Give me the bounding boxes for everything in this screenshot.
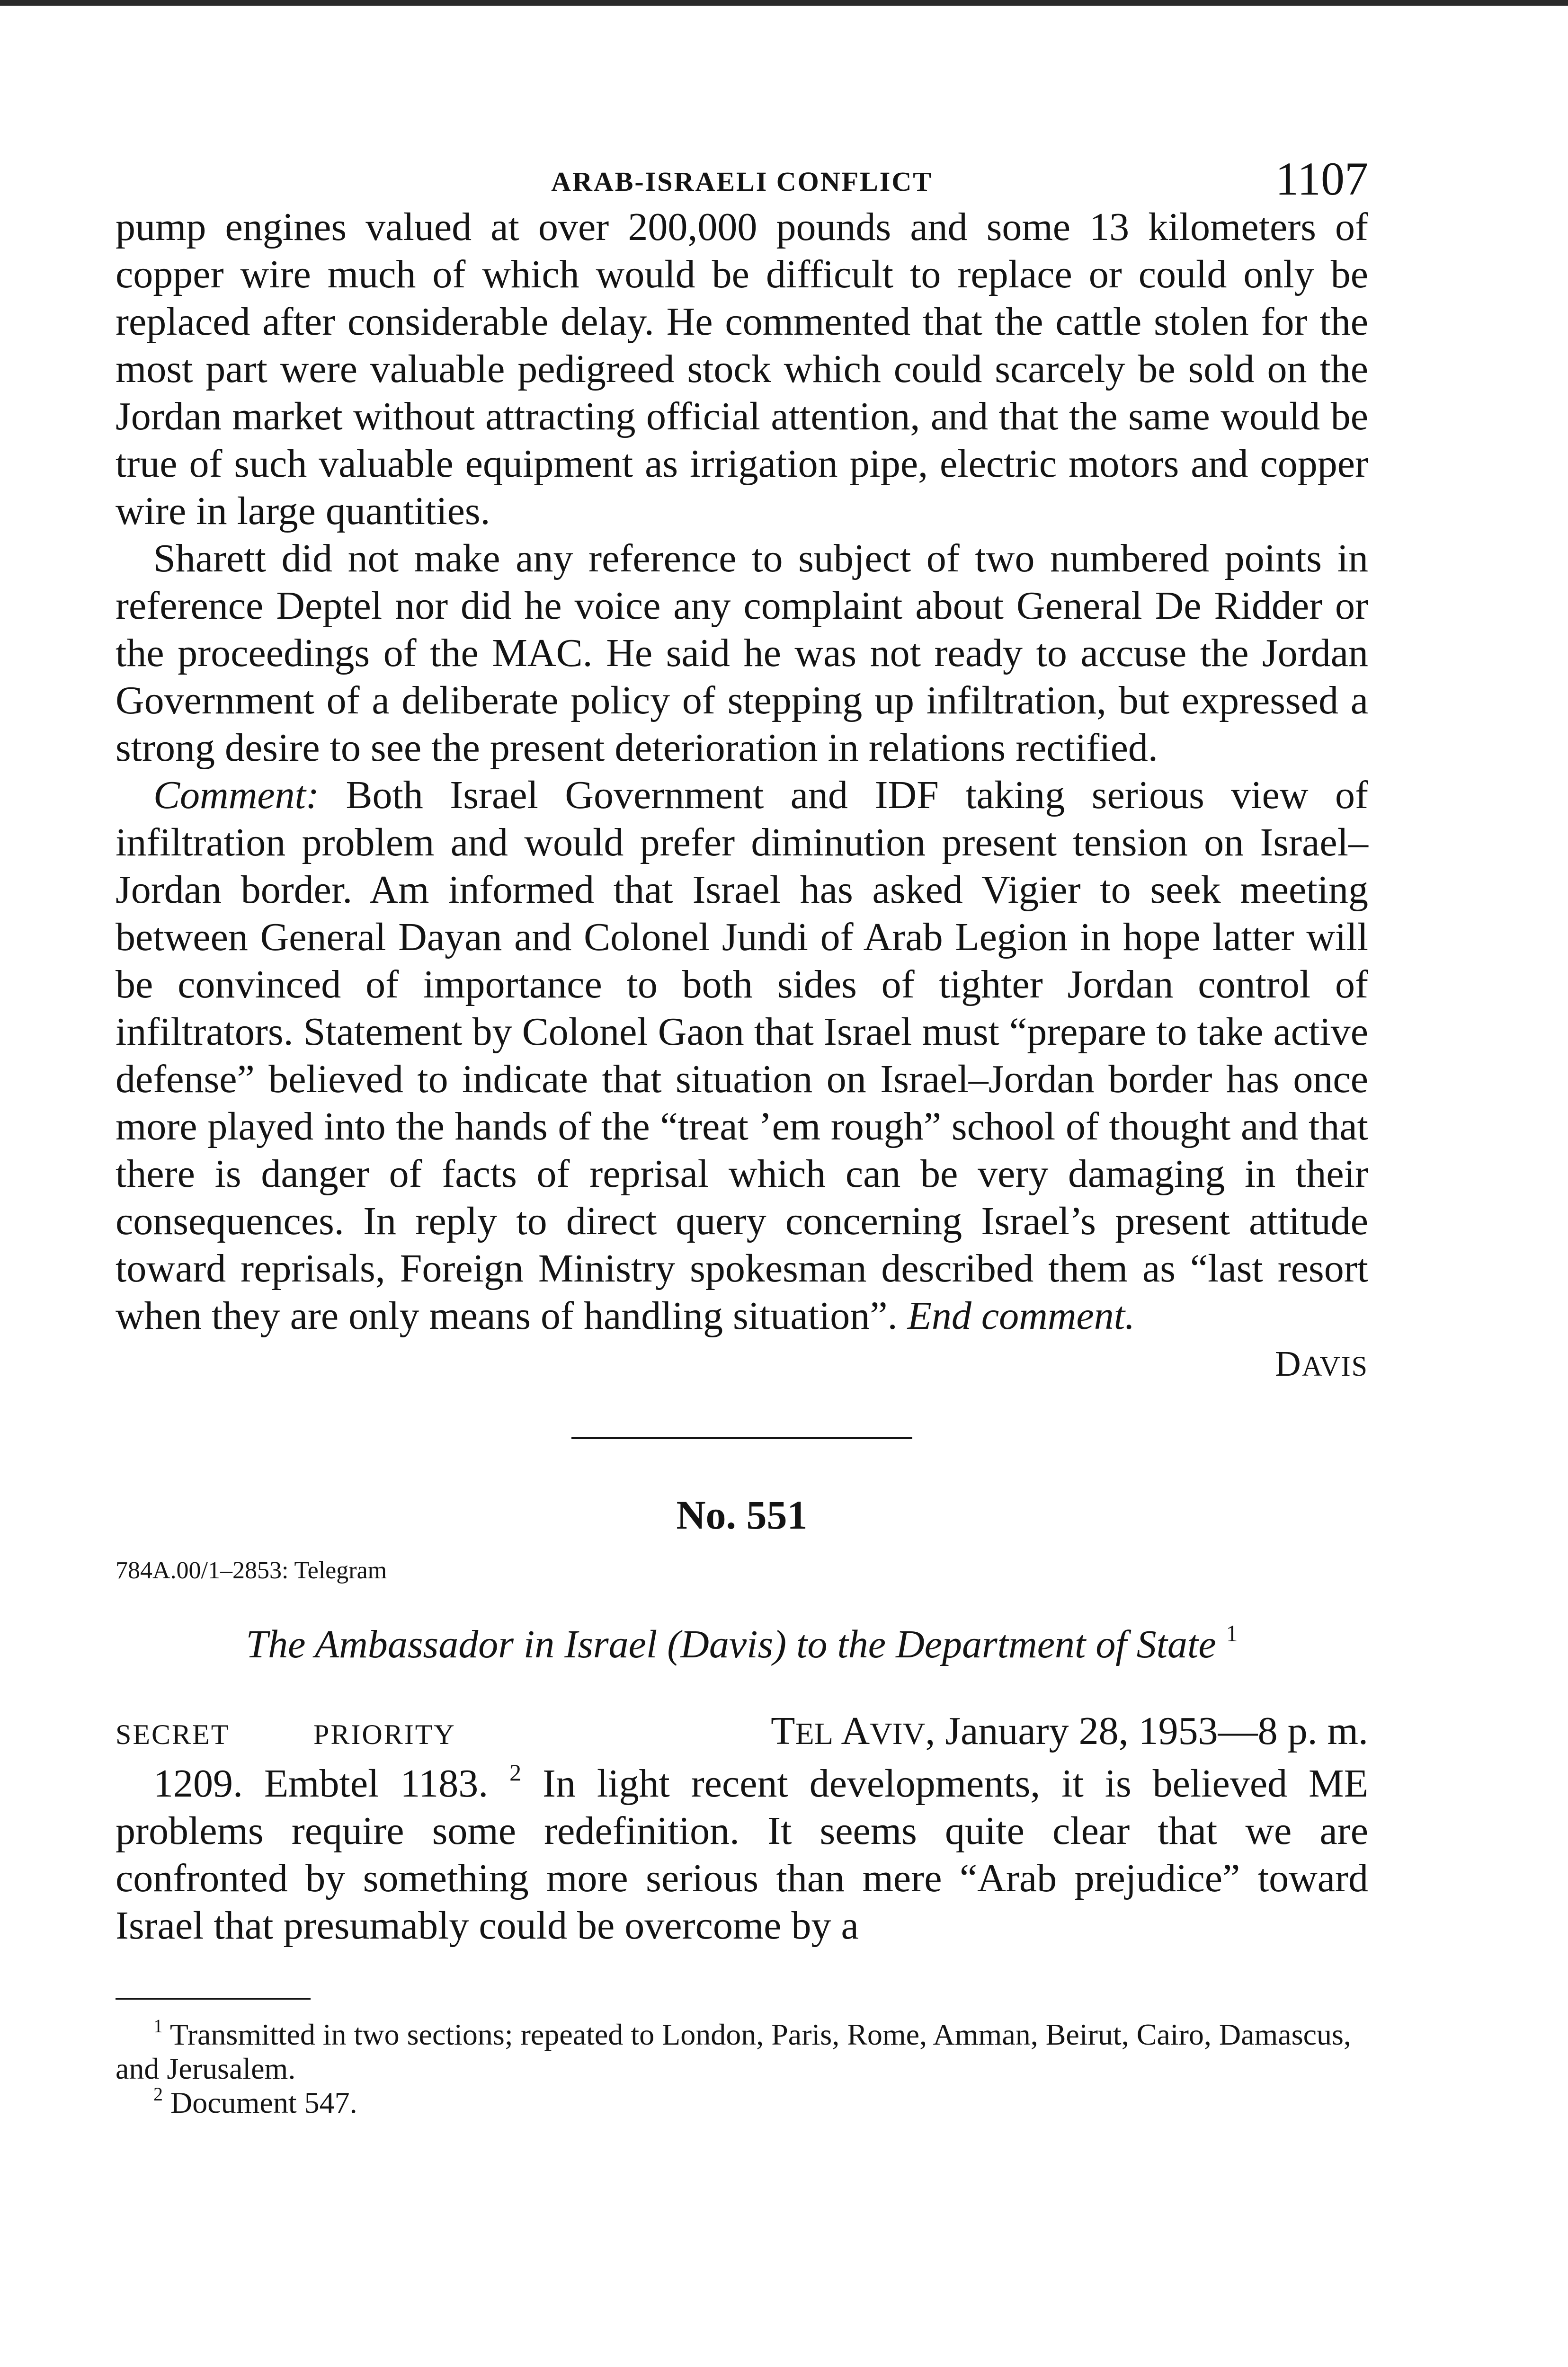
- priority-label: PRIORITY: [313, 1719, 456, 1750]
- signature: DAVIS: [1274, 1344, 1368, 1384]
- footnote-2-mark: 2: [153, 2083, 163, 2105]
- classification-label: SECRET: [116, 1719, 230, 1750]
- document-page: [116, 142, 1368, 2120]
- footnote-1-mark: 1: [153, 2015, 163, 2037]
- section-divider: [571, 1437, 912, 1439]
- footnote-1: [116, 2015, 1368, 2086]
- comment-end: End comment.: [907, 1294, 1135, 1338]
- footnotes: [116, 2015, 1368, 2120]
- paragraph-telegram: [116, 1760, 1368, 1949]
- page-number: 1107: [1275, 152, 1368, 205]
- footnote-2-text: Document 547.: [163, 2086, 357, 2119]
- document-number: No. 551: [676, 1492, 808, 1538]
- paragraph-continuation: pump engines valued at over 200,000 pounds and some 13 kilometers of copper wire much of which would be difficult to replace or could only be replaced after considerable delay. He commented that the cattle stolen for the most part were valuable pedigreed stock which could scarcely be sold on the Jordan market without attracting official attention, and that the same would be true of such valuable equipment as irrigation pipe, electric motors and copper wire in large quantities.: [116, 205, 1368, 533]
- top-edge-rule: [0, 0, 1568, 6]
- footnote-ref-1[interactable]: 1: [1226, 1620, 1238, 1646]
- file-reference: 784A.00/1–2853: Telegram: [116, 1557, 387, 1584]
- telegram-text: [116, 1760, 1368, 1949]
- running-title: ARAB-ISRAELI CONFLICT: [551, 166, 933, 197]
- dateline: [116, 1708, 1368, 1755]
- footnote-ref-2[interactable]: 2: [509, 1759, 522, 1786]
- comment-label: Comment:: [153, 773, 319, 817]
- telegram-rest: In light recent developments, it is believed ME problems require some redefinition. It seems quite clear that we are confronted by something more serious than mere “Arab prejudice” toward Israel that presumably could be overcome by a: [116, 1762, 1368, 1948]
- paragraph-comment: [116, 772, 1368, 1340]
- place-date: TEL AVIV, January 28, 1953—8 p. m.: [771, 1709, 1368, 1753]
- continuation-text: [116, 204, 1368, 1340]
- comment-text: Both Israel Government and IDF taking serious view of infiltration problem and would prefer diminution present tension on Israel–Jordan border. Am informed that Israel has asked Vigier to seek meeting between General Dayan and Colonel Jundi of Arab Legion in hope latter will be convinced of importance to both sides of tighter Jordan control of infiltrators. Statement by Colonel Gaon that Israel must “prepare to take active defense” believed to indicate that situation on Israel–Jordan border has once more played into the hands of the “treat ’em rough” school of thought and that there is danger of facts of reprisal which can be very damaging in their consequences. In reply to direct query concerning Israel’s present attitude toward reprisals, Foreign Ministry spokesman described them as “last resort when they are only means of handling situation”.: [116, 773, 1368, 1338]
- footnote-2: [116, 2083, 1368, 2120]
- document-title: [116, 1621, 1368, 1667]
- paragraph-sharett: Sharett did not make any reference to subject of two numbered points in reference Deptel nor did he voice any complaint about General De Ridder or the proceedings of the MAC. He said he was not ready to accuse the Jordan Government of a deliberate policy of stepping up infiltration, but expressed a strong desire to see the present deterioration in relations rectified.: [116, 536, 1368, 770]
- running-head: [116, 142, 1368, 204]
- document-title-text: The Ambassador in Israel (Davis) to the Department of State: [246, 1622, 1216, 1666]
- footnote-1-text: Transmitted in two sections; repeated to London, Paris, Rome, Amman, Beirut, Cairo, Damascus, and Jerusalem.: [116, 2018, 1351, 2085]
- telegram-start: 1209. Embtel 1183.: [153, 1762, 510, 1806]
- footnote-rule: [116, 1998, 311, 2000]
